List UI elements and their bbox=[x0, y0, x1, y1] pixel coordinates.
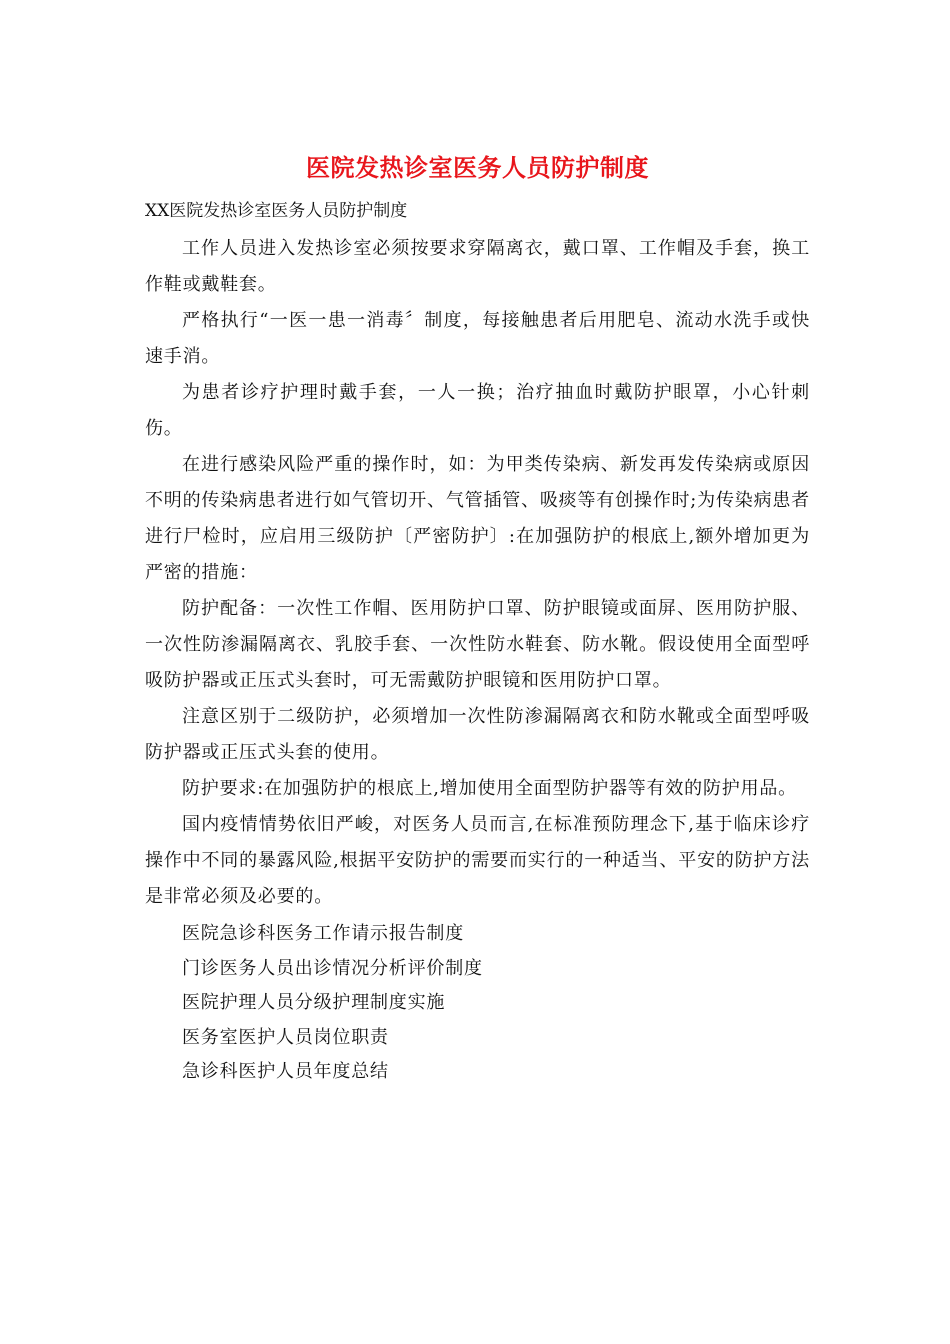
related-link[interactable]: 急诊科医护人员年度总结 bbox=[182, 1061, 389, 1082]
paragraph: 国内疫情情势依旧严峻，对医务人员而言,在标准预防理念下,基于临床诊疗操作中不同的暴露风险,根据平安防护的需要而实行的一种适当、平安的防护方法是非常必须及必要的。 bbox=[145, 814, 810, 907]
paragraph: 工作人员进入发热诊室必须按要求穿隔离衣，戴口罩、工作帽及手套，换工作鞋或戴鞋套。 bbox=[145, 238, 810, 295]
related-link[interactable]: 门诊医务人员出诊情况分析评价制度 bbox=[182, 957, 483, 979]
document-subtitle: XX医院发热诊室医务人员防护制度 bbox=[145, 201, 408, 221]
document-page bbox=[145, 150, 810, 1090]
document-body bbox=[145, 231, 810, 915]
document-title: 医院发热诊室医务人员防护制度 bbox=[306, 154, 649, 182]
related-link[interactable]: 医院急诊科医务工作请示报告制度 bbox=[182, 923, 464, 944]
related-link[interactable]: 医务室医护人员岗位职责 bbox=[182, 1026, 389, 1048]
paragraph: 防护要求:在加强防护的根底上,增加使用全面型防护器等有效的防护用品。 bbox=[182, 778, 797, 799]
paragraph: 严格执行“一医一患一消毒〞制度，每接触患者后用肥皂、流动水洗手或快速手消。 bbox=[145, 310, 810, 367]
paragraph: 防护配备：一次性工作帽、医用防护口罩、防护眼镜或面屏、医用防护服、一次性防渗漏隔离衣、乳胶手套、一次性防水鞋套、防水靴。假设使用全面型呼吸防护器或正压式头套时，可无需戴防护眼镜和医用防护口罩。 bbox=[145, 598, 810, 691]
paragraph: 注意区别于二级防护，必须增加一次性防渗漏隔离衣和防水靴或全面型呼吸防护器或正压式头套的使用。 bbox=[145, 706, 810, 763]
related-link[interactable]: 医院护理人员分级护理制度实施 bbox=[182, 992, 446, 1013]
paragraph: 在进行感染风险严重的操作时，如：为甲类传染病、新发再发传染病或原因不明的传染病患者进行如气管切开、气管插管、吸痰等有创操作时;为传染病患者进行尸检时，应启用三级防护〔严密防护〕:在加强防护的根底上,额外增加更为严密的措施： bbox=[145, 454, 810, 583]
paragraph: 为患者诊疗护理时戴手套，一人一换；治疗抽血时戴防护眼罩，小心针刺伤。 bbox=[145, 382, 810, 439]
related-links bbox=[145, 917, 810, 1090]
